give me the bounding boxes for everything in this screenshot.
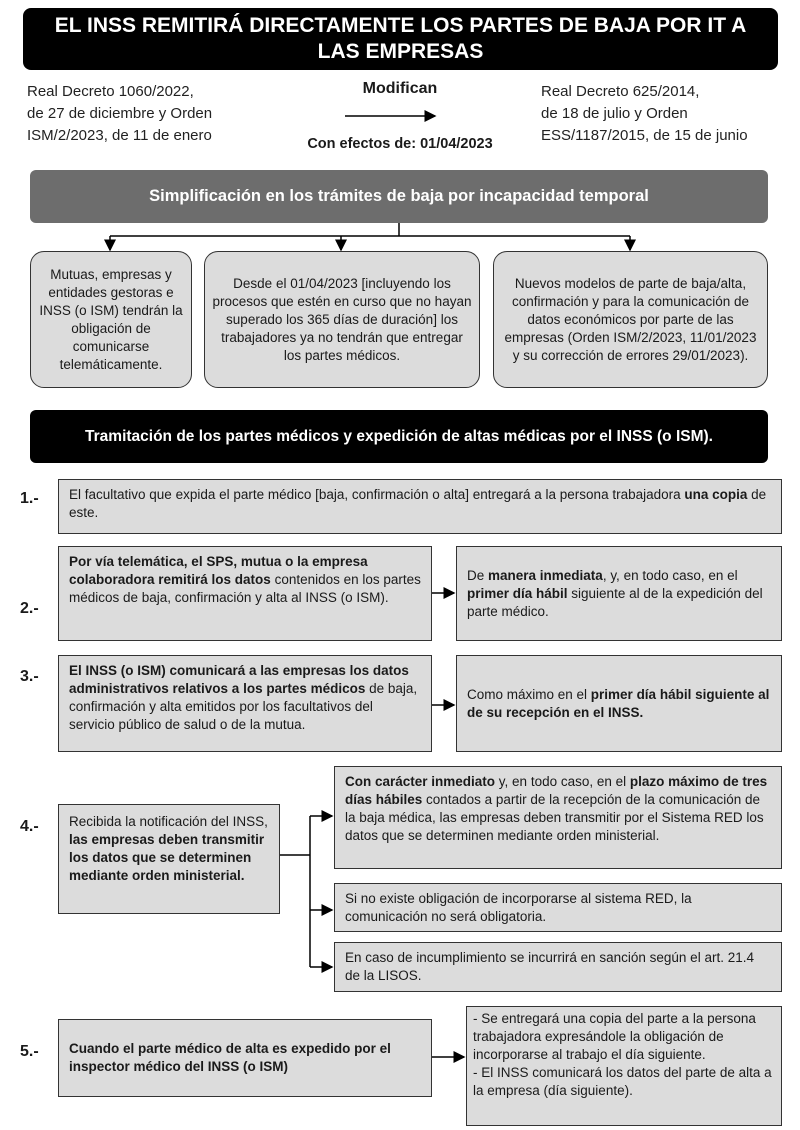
step4-branch-red: Con carácter inmediato y, en todo caso, en el plazo máximo de tres días hábiles contados a partir de la recepción de la comunicación de la baja médica, las empresas deben transmitir por el Sistema RED los datos que se determinen mediante orden ministerial. — [334, 766, 782, 869]
section1-box-communication: Mutuas, empresas y entidades gestoras e INSS (o ISM) tendrán la obligación de comunicarse telemáticamente. — [30, 251, 192, 388]
step4-box: Recibida la notificación del INSS, las empresas deben transmitir los datos que se determinen mediante orden ministerial. — [58, 804, 280, 914]
step4-branch-sanction: En caso de incumplimiento se incurrirá en sanción según el art. 21.4 de la LISOS. — [334, 942, 782, 992]
left-reference-line: Real Decreto 1060/2022, — [27, 83, 194, 100]
step5-box: Cuando el parte médico de alta es expedido por el inspector médico del INSS (o ISM) — [58, 1019, 432, 1097]
right-reference-line: ESS/1187/2015, de 15 de junio — [541, 127, 748, 144]
modifican-label: Modifican — [362, 80, 438, 97]
right-reference-line: Real Decreto 625/2014, — [541, 83, 700, 100]
step-number: 1.- — [20, 490, 39, 507]
efectos-label: Con efectos de: 01/04/2023 — [307, 136, 493, 152]
left-reference — [27, 81, 267, 147]
step5-result-line: - Se entregará una copia del parte a la persona trabajadora expresándole la obligación de incorporarse al trabajo el día siguiente. — [473, 1011, 756, 1062]
main-title-line-2: LAS EMPRESAS — [317, 40, 484, 63]
step3-box: El INSS (o ISM) comunicará a las empresas los datos administrativos relativos a los partes médicos de baja, confirmación y alta emitidos por los facultativos del servicio público de salud o de la mutua. — [58, 655, 432, 752]
step3-deadline-box: Como máximo en el primer día hábil siguiente al de su recepción en el INSS. — [456, 655, 782, 752]
step2-deadline-box: De manera inmediata, y, en todo caso, en el primer día hábil siguiente al de la expedición del parte médico. — [456, 546, 782, 641]
section2-title: Tramitación de los partes médicos y expedición de altas médicas por el INSS (o ISM). — [30, 410, 768, 463]
step-number: 2.- — [20, 600, 39, 617]
step-number: 5.- — [20, 1043, 39, 1060]
section1-box-no-delivery: Desde el 01/04/2023 [incluyendo los procesos que estén en curso que no hayan superado los 365 días de duración] los trabajadores ya no tendrán que entregar los partes médicos. — [204, 251, 480, 388]
left-reference-line: de 27 de diciembre y Orden — [27, 105, 213, 122]
right-reference — [541, 81, 791, 147]
main-title-line-1: EL INSS REMITIRÁ DIRECTAMENTE LOS PARTES DE BAJA POR IT A — [54, 14, 747, 37]
step2-box: Por vía telemática, el SPS, mutua o la empresa colaboradora remitirá los datos contenidos en los partes médicos de baja, confirmación y alta al INSS (o ISM). — [58, 546, 432, 641]
section1-box-new-models: Nuevos modelos de parte de baja/alta, confirmación y para la comunicación de datos económicos por parte de las empresas (Orden ISM/2/2023, 11/01/2023 y su corrección de errores 29/01/2023). — [493, 251, 768, 388]
step-number: 4.- — [20, 818, 39, 835]
step5-result-box — [466, 1006, 782, 1126]
step1-box: El facultativo que expida el parte médico [baja, confirmación o alta] entregará a la persona trabajadora una copia de este. — [58, 479, 782, 534]
right-reference-line: de 18 de julio y Orden — [541, 105, 688, 122]
step-number: 3.- — [20, 668, 39, 685]
left-reference-line: ISM/2/2023, de 11 de enero — [27, 127, 212, 144]
step5-result-line: - El INSS comunicará los datos del parte de alta a la empresa (día siguiente). — [473, 1065, 772, 1098]
step4-branch-no-obligation: Si no existe obligación de incorporarse al sistema RED, la comunicación no será obligatoria. — [334, 883, 782, 932]
section1-title: Simplificación en los trámites de baja por incapacidad temporal — [30, 170, 768, 223]
main-title — [23, 8, 778, 70]
